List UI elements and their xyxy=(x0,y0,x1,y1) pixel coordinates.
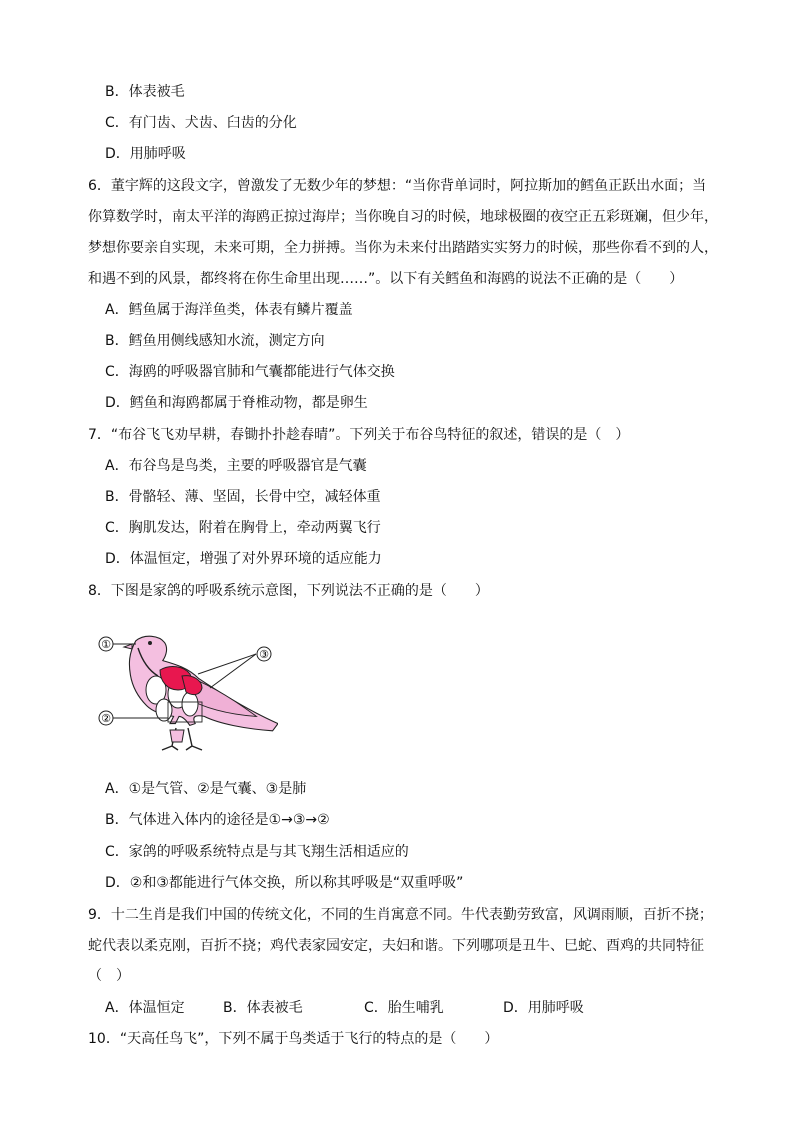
label-3: ③ xyxy=(259,648,269,661)
leader-line-3b xyxy=(210,654,256,688)
q8-option-d: D．②和③都能进行气体交换，所以称其呼吸是“双重呼吸” xyxy=(105,875,464,891)
q6-option-c: C．海鸥的呼吸器官肺和气囊都能进行气体交换 xyxy=(105,364,395,380)
q6-stem-line-2: 你算数学时，南太平洋的海鸥正掠过海岸；当你晚自习的时候，地球极圈的夜空正五彩斑斓，但少年， xyxy=(88,209,718,225)
label-2: ② xyxy=(101,712,111,725)
q7-option-c: C．胸肌发达，附着在胸骨上，牵动两翼飞行 xyxy=(105,520,381,536)
q7-option-a: A．布谷鸟是鸟类，主要的呼吸器官是气囊 xyxy=(105,458,367,474)
q9-option-a: A．体温恒定 xyxy=(105,1000,185,1016)
q6-option-b: B．鳕鱼用侧线感知水流，测定方向 xyxy=(105,333,325,349)
q9-stem-line-3: （ ） xyxy=(88,968,130,984)
pigeon-respiratory-diagram xyxy=(98,630,278,760)
q8-option-c: C．家鸽的呼吸系统特点是与其飞翔生活相适应的 xyxy=(105,844,409,860)
q8-option-a: A．①是气管、②是气囊、③是肺 xyxy=(105,781,307,797)
q9-stem-line-2: 蛇代表以柔克刚，百折不挠；鸡代表家园安定，夫妇和谐。下列哪项是丑牛、巳蛇、酉鸡的共同特征 xyxy=(88,938,704,954)
q6-stem-line-3: 梦想你要亲自实现，未来可期，全力拼搏。当你为未来付出踏踏实实努力的时候，那些你看不到的人， xyxy=(88,240,718,256)
q9-option-c: C．胎生哺乳 xyxy=(364,1000,444,1016)
pigeon-beak xyxy=(124,644,132,649)
pigeon-eye xyxy=(148,641,152,645)
q6-stem-line-1: 6．董宇辉的这段文字，曾激发了无数少年的梦想：“当你背单词时，阿拉斯加的鳕鱼正跃出水面；当 xyxy=(88,178,707,194)
q8-stem: 8．下图是家鸽的呼吸系统示意图，下列说法不正确的是（ ） xyxy=(88,583,489,599)
q6-option-d: D．鳕鱼和海鸥都属于脊椎动物，都是卵生 xyxy=(105,395,368,411)
q7-option-b: B．骨骼轻、薄、坚固，长骨中空，减轻体重 xyxy=(105,489,381,505)
air-sac xyxy=(182,692,198,716)
q5-option-b: B．体表被毛 xyxy=(105,84,185,100)
leader-line-3a xyxy=(198,654,256,674)
q7-option-d: D．体温恒定，增强了对外界环境的适应能力 xyxy=(105,551,382,567)
q9-stem-line-1: 9．十二生肖是我们中国的传统文化，不同的生肖寓意不同。牛代表勤劳致富，风调雨顺，百折不挠； xyxy=(88,907,713,923)
q10-stem: 10．“天高任鸟飞”，下列不属于鸟类适于飞行的特点的是（ ） xyxy=(88,1031,499,1047)
q9-option-b: B．体表被毛 xyxy=(223,1000,303,1016)
q5-option-c: C．有门齿、犬齿、臼齿的分化 xyxy=(105,115,297,131)
q9-options-row xyxy=(0,998,794,1018)
q5-option-d: D．用肺呼吸 xyxy=(105,146,186,162)
pigeon-legs-fill xyxy=(170,730,184,742)
q9-option-d: D．用肺呼吸 xyxy=(503,1000,584,1016)
q8-option-b: B．气体进入体内的途径是①→③→② xyxy=(105,812,330,828)
q6-option-a: A．鳕鱼属于海洋鱼类，体表有鳞片覆盖 xyxy=(105,302,353,318)
q6-stem-line-4: 和遇不到的风景，都终将在你生命里出现……”。以下有关鳕鱼和海鸥的说法不正确的是（ ） xyxy=(88,271,684,287)
label-1: ① xyxy=(101,638,111,651)
q7-stem: 7．“布谷飞飞劝早耕，春锄扑扑趁春晴”。下列关于布谷鸟特征的叙述，错误的是（ ） xyxy=(88,427,630,443)
